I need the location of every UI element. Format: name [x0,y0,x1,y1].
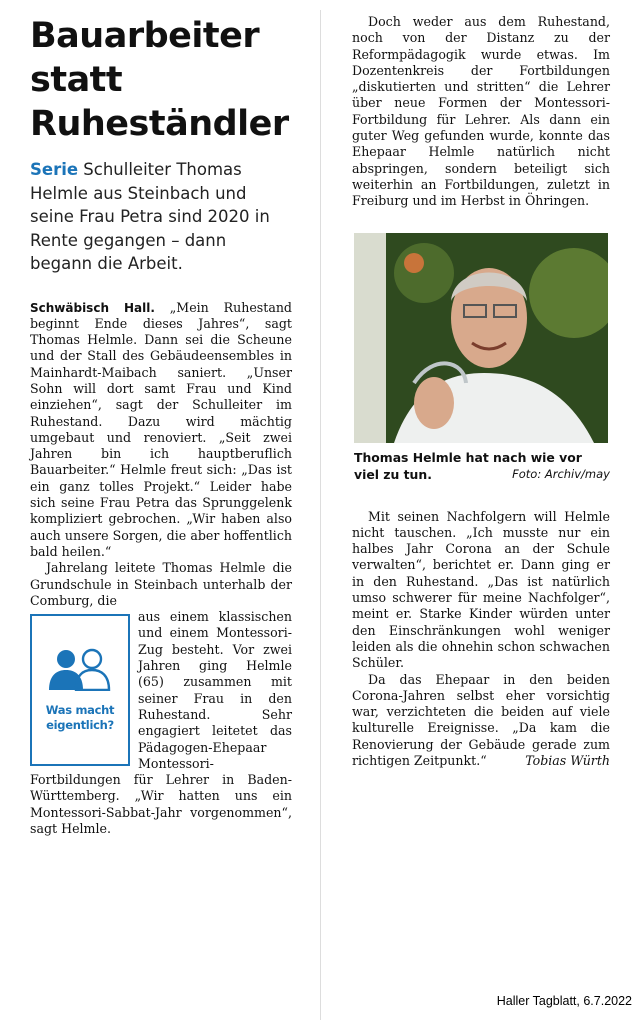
teaser [30,158,292,276]
series-box [30,614,130,766]
kicker: Serie [30,160,79,179]
right-column [352,14,610,769]
headline: Bauarbeiter statt Ruheständler [30,16,289,144]
photo-credit: Foto: Archiv/may [512,466,610,481]
column-divider [320,10,321,1020]
dateline: Schwäbisch Hall. [30,300,155,315]
paragraph-4: Mit seinen Nachfolgern will Helmle nicht tauschen. „Ich musste nur ein halbes Jahr Corona an der Schule verwalten“, berichtet er. Dann ging er in den Ruhestand. „Das ist natürlich umso schwerer für meine Nachfolger“, meint er. Starke Kinder würden unter den Einschränkungen wohl weniger leiden als die ohnehin schon schwachen Schüler. [352,508,610,671]
teaser-text: Schulleiter Thomas Helmle aus Steinbach und seine Frau Petra sind 2020 in Rente gegangen – dann begann die Arbeit. [30,160,270,273]
caption-text: Thomas Helmle hat nach wie vor viel zu tun. [354,449,582,482]
left-column [30,14,292,837]
author: Tobias Würth [525,753,610,769]
article-body-right [352,509,610,770]
article-body-left [30,300,292,838]
two-people-icon [46,647,114,691]
paragraph-5-text: Da das Ehepaar in den beiden Corona-Jahren selbst eher vorsichtig war, verzichteten die beiden auf viele kulturelle Ereignisse. „Da kam die Renovierung der Gebäude gerade zum richtigen Zeitpunkt.“ [352,671,610,769]
wrap-block [30,609,292,837]
paragraph-2-lead: Jahrelang leitete Thomas Helmle die Grundschule in Steinbach unterhalb der Comburg, die [30,560,292,608]
series-box-label [46,703,114,733]
photo-caption [354,449,610,483]
source-line: Haller Tagblatt, 6.7.2022 [496,994,632,1008]
paragraph-3: Doch weder aus dem Ruhestand, noch von der Distanz zu der Reformpädagogik wurde etwas. Im Dozentenkreis der Fortbildungen „diskutierten und stritten“ die Lehrer über neue Formen der Montessori-Fortbildung für Lehrer. Als dann ein guter Weg gefunden wurde, konnte das Ehepaar Helmle natürlich nicht abspringen, sondern beteiligt sich weiterhin an Fortbildungen, zuletzt in Freiburg und im Herbst in Öhringen. [352,14,610,209]
portrait-photo [354,233,608,443]
portrait-image [354,233,608,443]
series-box-line-2: eigentlich? [46,718,114,733]
series-box-line-1: Was macht [45,703,115,718]
paragraph-1 [30,300,292,561]
paragraph-5 [352,672,610,770]
paragraph-2-wrap: aus einem klassischen und einem Montessori-Zug besteht. Vor zwei Jahren ging Helmle (65) zusammen mit seiner Frau in den Ruhestand. Sehr engagiert leitetet das Pädagogen-Ehepaar Montessori-Fortbildungen für Lehrer in Baden-Württemberg. „Wir hatten uns ein Montessori-Sabbat-Jahr vorgenommen“, sagt Helmle. [30,609,292,836]
paragraph-1-text: „Mein Ruhestand beginnt Ende dieses Jahres“, sagt Thomas Helmle. Dann sei die Scheune und der Stall des Gebäudeensembles in Mainhardt-Maibach saniert. „Unser Sohn will dort samt Frau und Kind einziehen“, sagt der Schulleiter im Ruhestand. Dazu wird mächtig umgebaut und renoviert. „Seit zwei Jahren bin ich hauptberuflich Bauarbeiter.“ Helmle freut sich: „Das ist ein ganz tolles Projekt.“ Leider habe sich seine Frau Petra das Sprunggelenk kompliziert gebrochen. „Wir haben also auch unsere Sorgen, die aber hoffentlich bald heilen.“ [30,299,292,559]
